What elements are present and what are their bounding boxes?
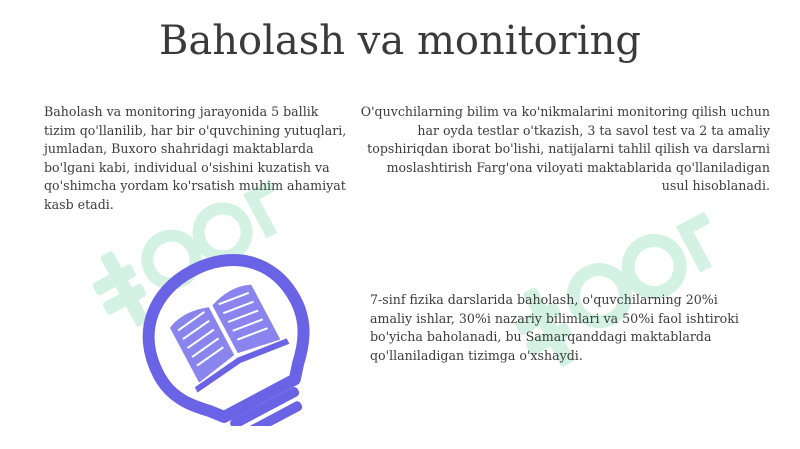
lightbulb-book-icon [108,246,338,426]
paragraph-monitoring: O'quvchilarning bilim va ko'nikmalarini monitoring qilish uchun har oyda testlar o'tkazish, 3 ta savol test va 2 ta amaliy topshiriqdan iborat bo'lishi, natijalarni tahlil qilish va darslarni moslashtirish Farg'ona viloyati maktablarida qo'llaniladigan usul hisoblanadi. [360,104,770,193]
paragraph-assessment: Baholash va monitoring jarayonida 5 ballik tizim qo'llanilib, har bir o'quvchining yutuqlari, jumladan, Buxoro shahridagi maktablarda bo'lgani kabi, individual o'sishini kuzatish va qo'shimcha yordam ko'rsatish muhim ahamiyat kasb etadi. [44,104,347,212]
paragraph-physics-grading: 7-sinf fizika darslarida baholash, o'quvchilarning 20%i amaliy ishlar, 30%i nazariy bilimlari va 50%i faol ishtiroki bo'yicha baholanadi, bu Samarqanddagi maktablarda qo'llaniladigan tizimga o'xshaydi. [370,292,739,363]
slide-title: Baholash va monitoring [159,18,641,64]
